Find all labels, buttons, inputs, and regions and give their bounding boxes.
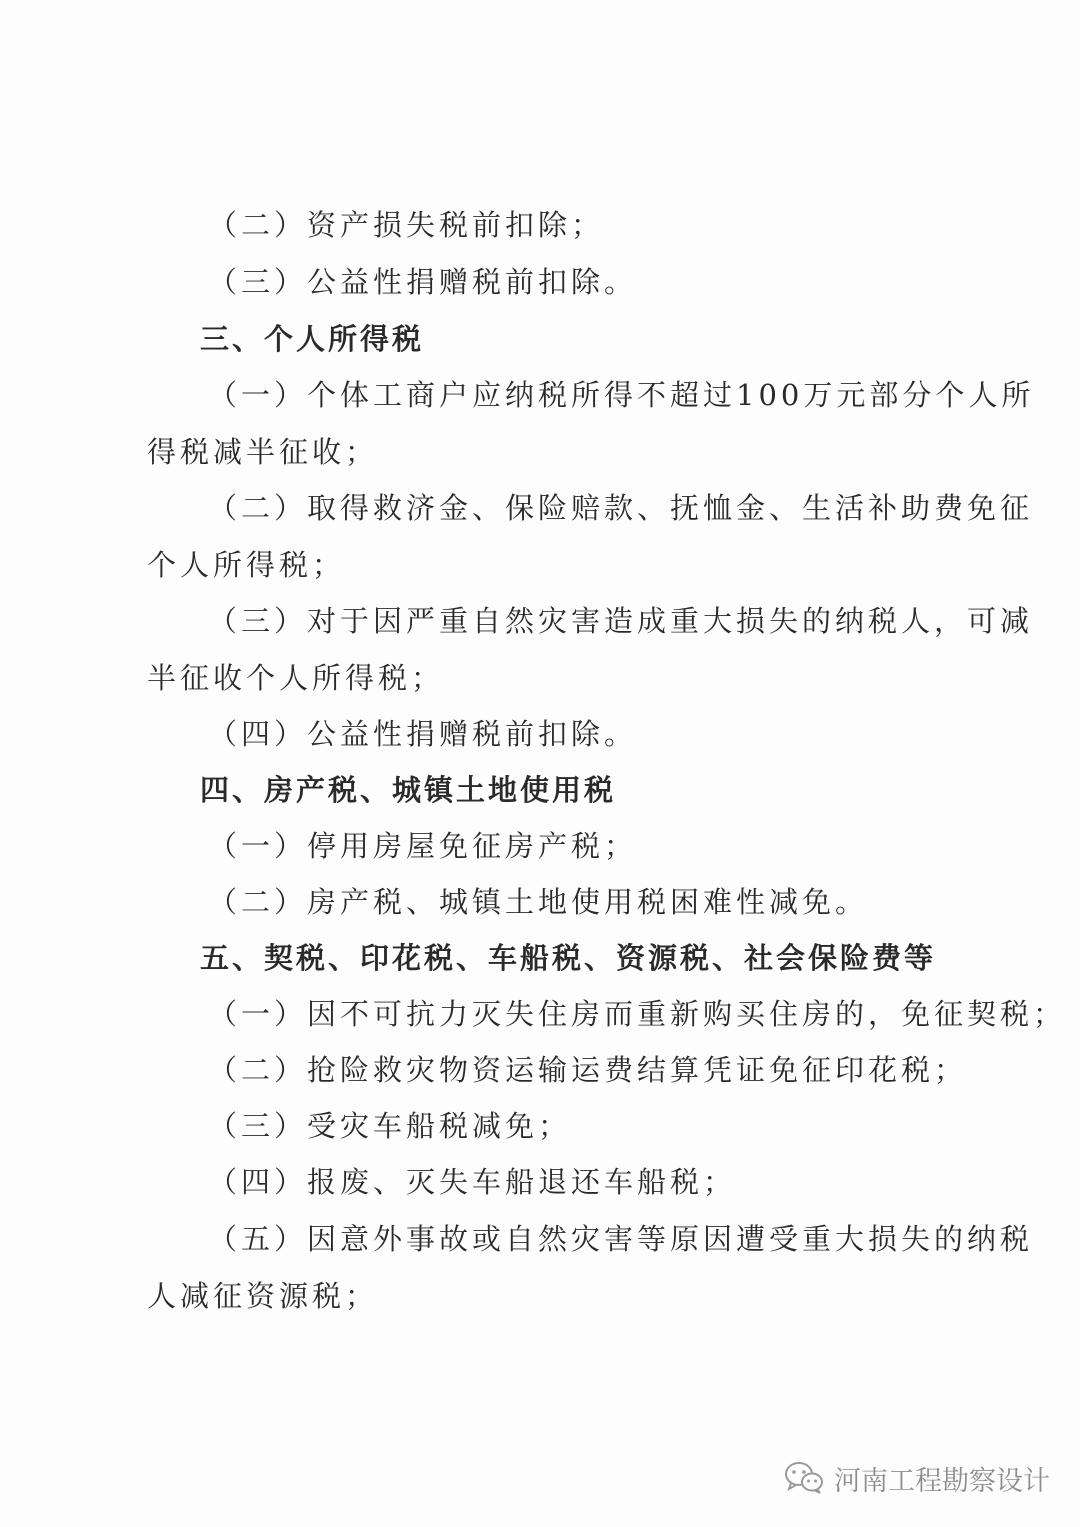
list-item: （二）资产损失税前扣除； xyxy=(208,208,605,242)
list-item: （四）公益性捐赠税前扣除。 xyxy=(208,717,638,751)
list-item: （四）报废、灭失车船退还车船税； xyxy=(208,1165,737,1199)
list-item: （二）房产税、城镇土地使用税困难性减免。 xyxy=(208,885,869,919)
section-heading: 三、个人所得税 xyxy=(200,322,425,356)
list-item: （二）取得救济金、保险赔款、抚恤金、生活补助费免征 xyxy=(208,491,1034,525)
list-item: （三）公益性捐赠税前扣除。 xyxy=(208,265,638,299)
paragraph-continuation: 人减征资源税； xyxy=(147,1279,379,1313)
section-heading: 四、房产税、城镇土地使用税 xyxy=(200,773,617,807)
watermark xyxy=(784,1453,1050,1503)
list-item: （三）受灾车船税减免； xyxy=(208,1109,572,1143)
list-item: （一）个体工商户应纳税所得不超过100万元部分个人所 xyxy=(208,378,1035,412)
list-item: （一）停用房屋免征房产税； xyxy=(208,829,638,863)
list-item: （五）因意外事故或自然灾害等原因遭受重大损失的纳税 xyxy=(208,1222,1034,1256)
list-item: （一）因不可抗力灭失住房而重新购买住房的，免征契税； xyxy=(208,997,1067,1031)
section-heading: 五、契税、印花税、车船税、资源税、社会保险费等 xyxy=(200,941,937,975)
paragraph-continuation: 半征收个人所得税； xyxy=(147,661,445,695)
wechat-icon xyxy=(784,1461,824,1495)
list-item: （二）抢险救灾物资运输运费结算凭证免征印花税； xyxy=(208,1053,968,1087)
paragraph-continuation: 个人所得税； xyxy=(147,548,346,582)
watermark-text: 河南工程勘察设计 xyxy=(834,1465,1050,1497)
list-item: （三）对于因严重自然灾害造成重大损失的纳税人，可减 xyxy=(208,604,1034,638)
paragraph-continuation: 得税减半征收； xyxy=(147,435,379,469)
